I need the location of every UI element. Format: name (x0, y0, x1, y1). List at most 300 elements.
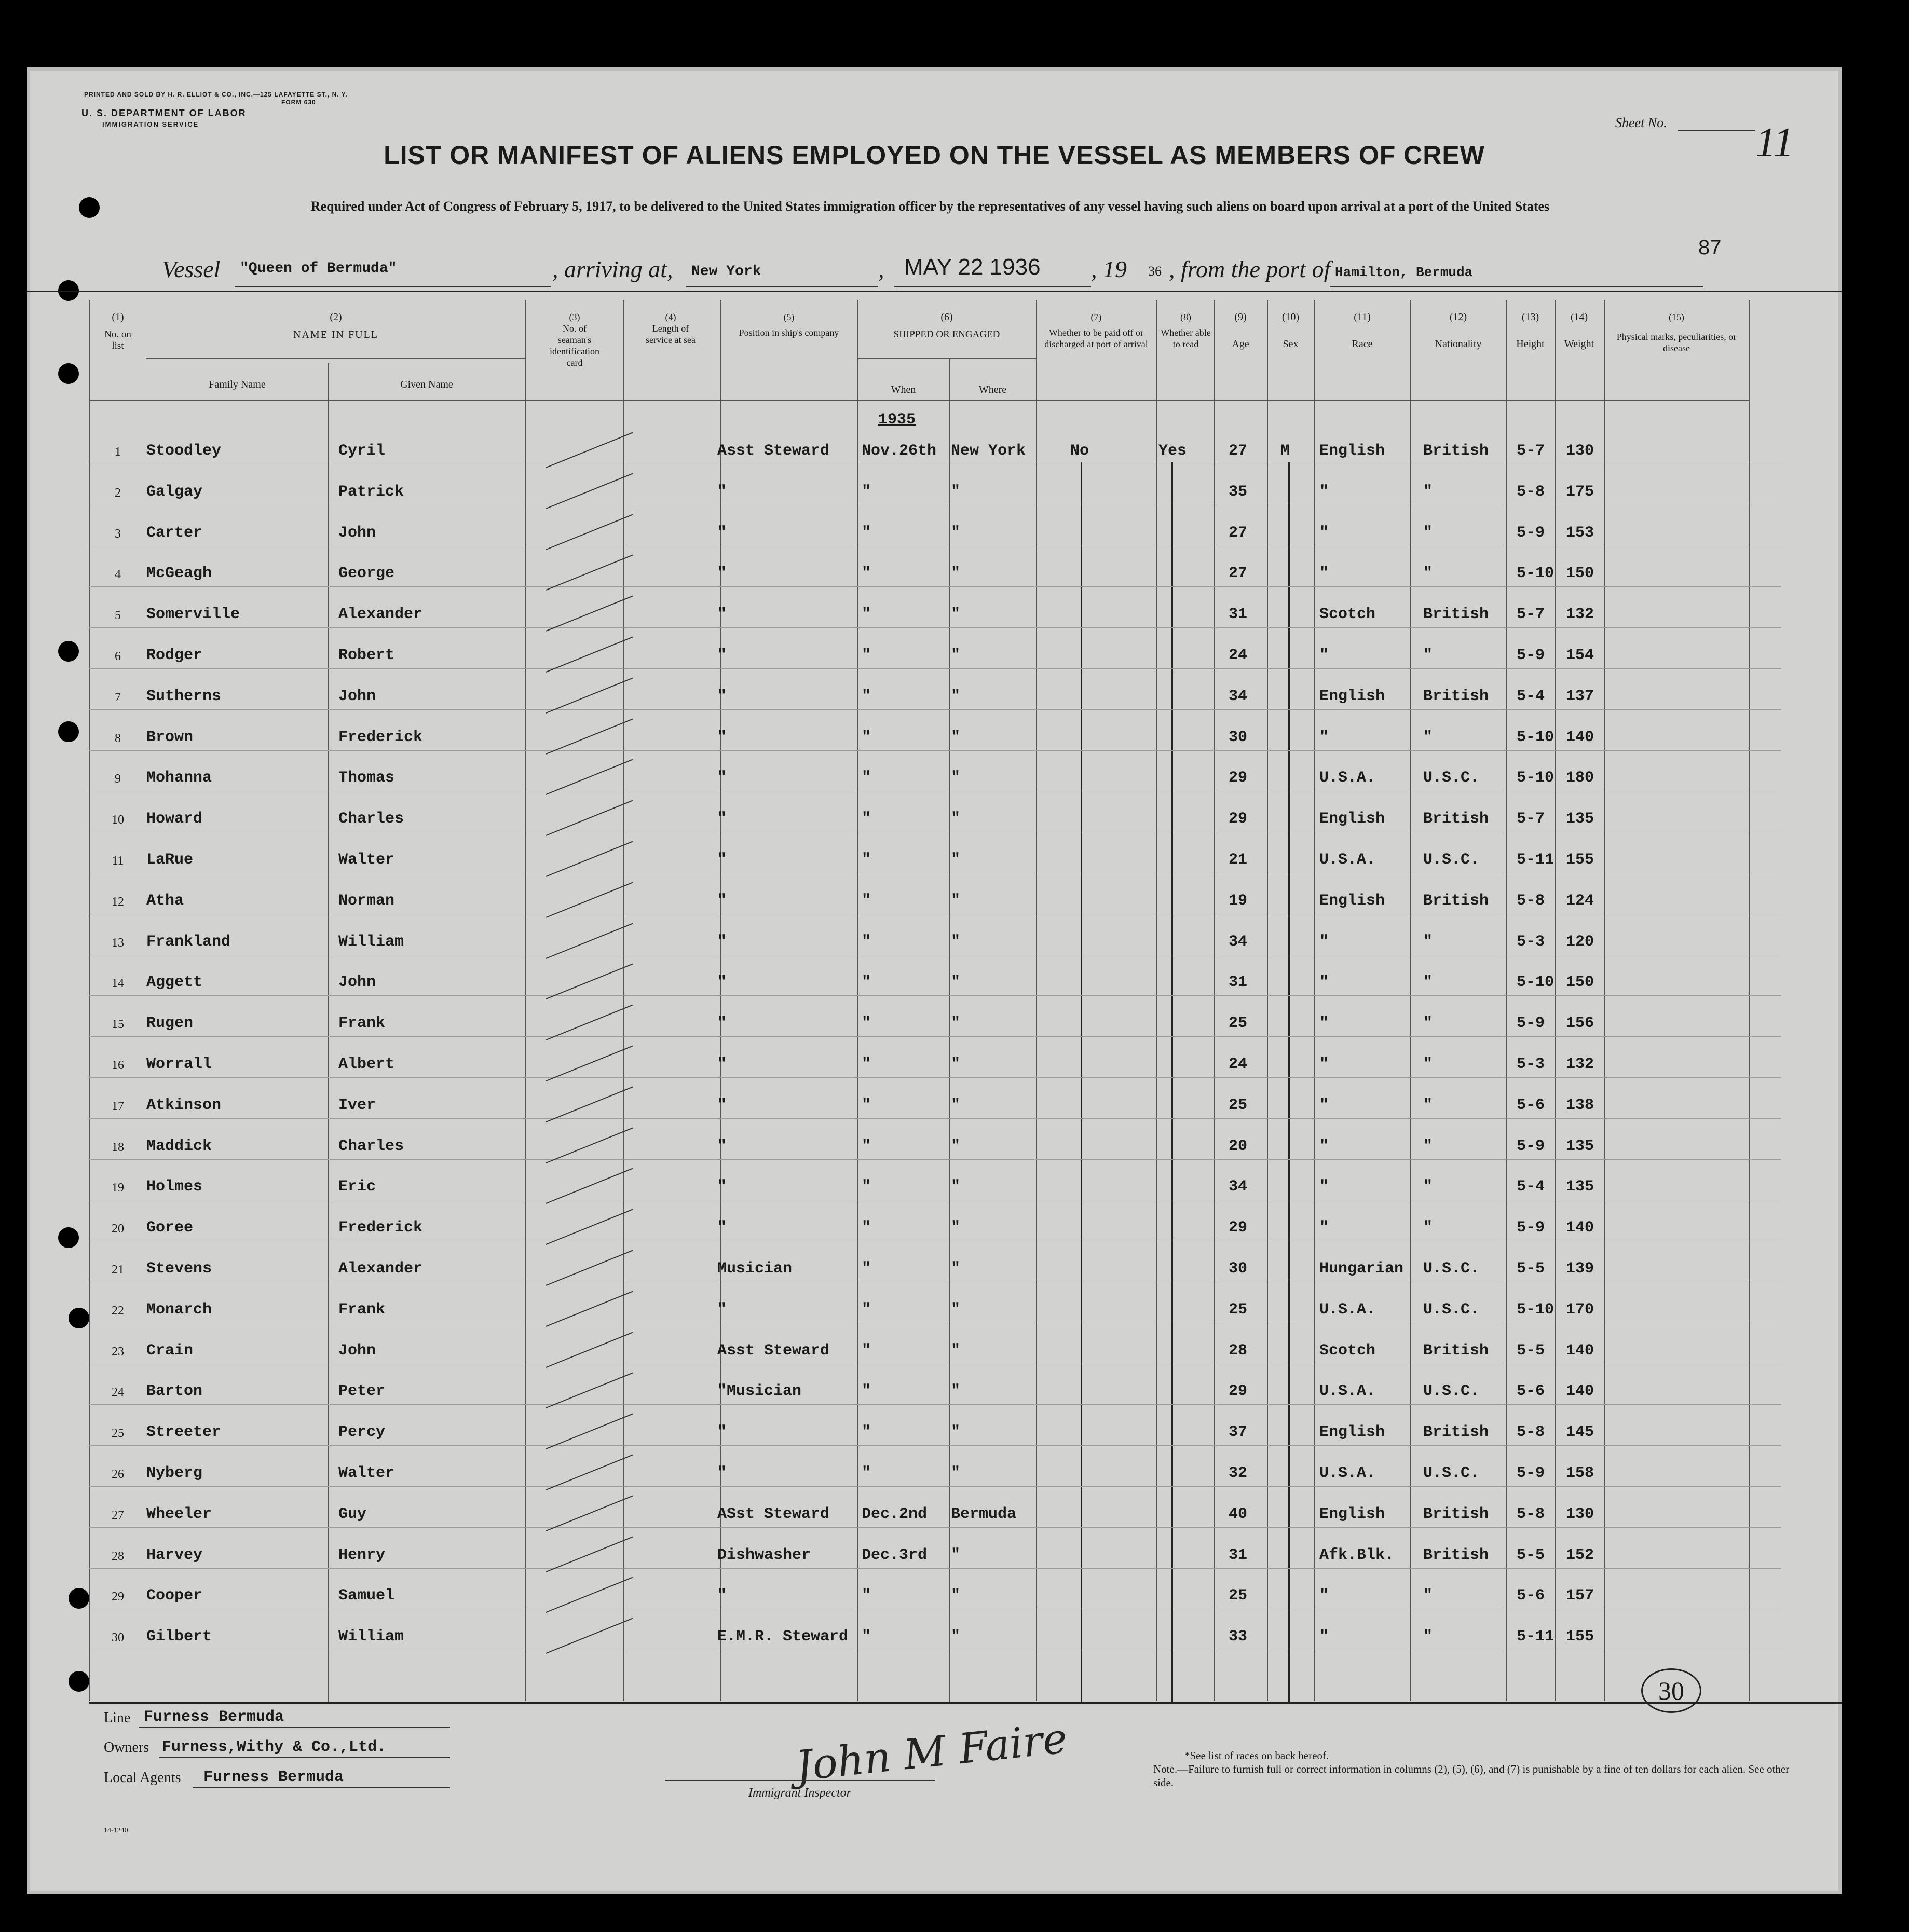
age-cell: 31 (1229, 974, 1248, 992)
shipped-when-cell: " (862, 1300, 871, 1319)
height-cell: 5-9 (1517, 524, 1545, 542)
row-rule (89, 1077, 1781, 1078)
given-name-cell: Cyril (338, 442, 386, 460)
col4-header: (4) Length of service at sea (646, 312, 696, 345)
age-cell: 33 (1229, 1628, 1248, 1646)
family-name-header: Family Name (209, 379, 266, 390)
arriving-underline (686, 286, 878, 287)
nationality-cell: " (1423, 1015, 1433, 1033)
shipped-where-cell: " (951, 1464, 961, 1482)
height-cell: 5-9 (1517, 1219, 1545, 1237)
given-name-cell: Frederick (338, 1219, 423, 1237)
id-card-check-mark (546, 800, 633, 836)
nationality-cell: " (1423, 565, 1433, 583)
family-name-cell: Barton (146, 1382, 203, 1401)
family-name-cell: McGeagh (146, 565, 212, 583)
shipped-where-cell: " (951, 1015, 961, 1033)
age-cell: 40 (1229, 1505, 1248, 1523)
position-cell: " (717, 687, 727, 705)
weight-cell: 140 (1566, 1219, 1594, 1237)
weight-cell: 132 (1566, 1056, 1594, 1073)
sheet-number-underline (1678, 130, 1755, 131)
family-name-cell: Monarch (146, 1300, 212, 1319)
shipped-when-cell: Dec.2nd (862, 1505, 928, 1523)
col10-header: (10) Sex (1281, 311, 1300, 350)
nationality-cell: British (1423, 1341, 1489, 1360)
id-card-check-mark (546, 1127, 633, 1163)
given-name-cell: Robert (338, 647, 395, 664)
nationality-cell: " (1423, 483, 1433, 501)
family-name-cell: Brown (146, 728, 194, 746)
shipped-where-cell: " (951, 565, 961, 583)
shipped-when-cell: " (862, 1015, 871, 1033)
col6-sub-rule (857, 358, 1036, 359)
id-card-check-mark (546, 1536, 633, 1572)
col15-header: (15) Physical marks, peculiarities, or disease (1616, 312, 1737, 353)
penalty-note: Note.—Failure to furnish full or correct information in columns (2), (5), (6), and (7) is punishable by a fine of ten dollars for each alien. See other side. (1153, 1763, 1790, 1789)
printer-imprint (84, 91, 348, 106)
position-cell: Asst Steward (717, 1341, 830, 1360)
position-cell: " (717, 728, 727, 746)
shipped-where-cell: Bermuda (951, 1505, 1017, 1523)
given-name-cell: William (338, 933, 404, 951)
age-cell: 37 (1229, 1423, 1248, 1442)
weight-cell: 135 (1566, 1137, 1594, 1155)
col8-header: (8) Whether able to read (1161, 312, 1211, 349)
col1-header: (1) No. on list (104, 311, 131, 351)
nationality-cell: " (1423, 1219, 1433, 1237)
nationality-cell: " (1423, 1587, 1433, 1605)
races-note: *See list of races on back hereof. (1184, 1749, 1329, 1762)
row-number: 11 (112, 854, 124, 868)
nationality-cell: U.S.C. (1423, 1382, 1480, 1401)
weight-cell: 175 (1566, 483, 1594, 501)
id-card-check-mark (546, 759, 633, 795)
height-cell: 5-11 (1517, 1628, 1555, 1646)
weight-cell: 157 (1566, 1587, 1594, 1605)
weight-cell: 140 (1566, 1382, 1594, 1401)
shipped-when-cell: " (862, 606, 871, 624)
column-rule (1749, 300, 1750, 1701)
column-rule (1156, 300, 1157, 1701)
race-cell: U.S.A. (1319, 1300, 1376, 1319)
weight-cell: 137 (1566, 687, 1594, 705)
given-name-cell: Iver (338, 1096, 376, 1114)
page-subtitle: Required under Act of Congress of February 5, 1917, to be delivered to the United States immigration officer by the representatives of any vessel having such aliens on board upon arrival at a port of the United States (310, 199, 1550, 214)
race-cell: Afk.Blk. (1319, 1546, 1395, 1564)
race-cell: " (1319, 1628, 1329, 1646)
punch-hole (58, 721, 79, 742)
height-cell: 5-4 (1517, 1178, 1545, 1196)
age-cell: 34 (1229, 933, 1248, 951)
shipped-where-cell: " (951, 606, 961, 624)
row-rule (89, 586, 1781, 587)
race-cell: " (1319, 565, 1329, 583)
race-cell: English (1319, 442, 1385, 460)
col2-sub-rule (146, 358, 525, 359)
shipped-when-cell: Nov.26th (862, 442, 937, 460)
weight-cell: 140 (1566, 728, 1594, 746)
nationality-cell: British (1423, 1423, 1489, 1442)
given-name-cell: Albert (338, 1056, 395, 1073)
id-card-check-mark (546, 1209, 633, 1245)
column-rule (1555, 300, 1556, 1701)
height-cell: 5-10 (1517, 974, 1555, 992)
shipped-when-cell: " (862, 1382, 871, 1401)
height-cell: 5-5 (1517, 1341, 1545, 1360)
given-name-cell: Walter (338, 851, 395, 869)
family-name-cell: Worrall (146, 1056, 212, 1073)
nationality-cell: " (1423, 974, 1433, 992)
id-card-check-mark (546, 718, 633, 754)
inspector-signature: John M Faire (793, 1714, 1070, 1791)
age-cell: 19 (1229, 892, 1248, 910)
race-cell: Scotch (1319, 1341, 1376, 1360)
row-number: 30 (112, 1631, 124, 1645)
column-rule (1410, 300, 1411, 1701)
shipped-when-cell: " (862, 1219, 871, 1237)
position-cell: Dishwasher (717, 1546, 811, 1564)
shipped-when-cell: " (862, 1628, 871, 1646)
shipped-when-cell: " (862, 565, 871, 583)
shipped-where-cell: New York (951, 442, 1026, 460)
row-number: 1 (115, 445, 121, 459)
nationality-cell: " (1423, 728, 1433, 746)
shipped-when-cell: " (862, 1423, 871, 1442)
nationality-cell: " (1423, 933, 1433, 951)
shipped-when-cell: " (862, 687, 871, 705)
weight-cell: 130 (1566, 1505, 1594, 1523)
id-card-check-mark (546, 514, 633, 550)
race-cell: English (1319, 1423, 1385, 1442)
shipped-where-cell: " (951, 524, 961, 542)
height-cell: 5-6 (1517, 1382, 1545, 1401)
id-card-check-mark (546, 1291, 633, 1326)
family-name-cell: Rodger (146, 647, 203, 664)
row-number: 6 (115, 650, 121, 663)
shipped-where-cell: " (951, 1587, 961, 1605)
nationality-cell: U.S.C. (1423, 1464, 1480, 1482)
shipped-where-cell: " (951, 974, 961, 992)
column-rule (1036, 300, 1037, 1701)
col9-header: (9) Age (1232, 311, 1249, 350)
position-cell: " (717, 565, 727, 583)
race-cell: " (1319, 933, 1329, 951)
shipped-when-cell: " (862, 1341, 871, 1360)
height-cell: 5-8 (1517, 483, 1545, 501)
row-rule (89, 627, 1781, 628)
height-cell: 5-6 (1517, 1096, 1545, 1114)
col14-header: (14) Weight (1564, 311, 1594, 350)
id-card-check-mark (546, 1373, 633, 1408)
given-name-cell: William (338, 1628, 404, 1646)
family-name-cell: Rugen (146, 1015, 194, 1033)
shipped-when-cell: " (862, 1178, 871, 1196)
height-cell: 5-10 (1517, 728, 1555, 746)
shipped-where-cell: " (951, 892, 961, 910)
given-name-cell: Peter (338, 1382, 386, 1401)
row-number: 28 (112, 1549, 124, 1563)
given-name-cell: Percy (338, 1423, 386, 1442)
race-cell: U.S.A. (1319, 851, 1376, 869)
row-number: 4 (115, 568, 121, 582)
position-cell: " (717, 1137, 727, 1155)
id-card-check-mark (546, 923, 633, 958)
family-name-cell: Streeter (146, 1423, 222, 1442)
weight-cell: 138 (1566, 1096, 1594, 1114)
from-port-value: Hamilton, Bermuda (1335, 265, 1473, 280)
given-name-cell: John (338, 974, 376, 992)
position-cell: Musician (717, 1260, 793, 1278)
shipped-when-cell: " (862, 1260, 871, 1278)
column-rule (720, 300, 721, 1701)
column-rule (1604, 300, 1605, 1701)
age-cell: 32 (1229, 1464, 1248, 1482)
circled-total: 30 (1641, 1668, 1701, 1713)
id-card-check-mark (546, 1618, 633, 1654)
age-cell: 24 (1229, 647, 1248, 664)
nationality-cell: " (1423, 647, 1433, 664)
weight-cell: 140 (1566, 1341, 1594, 1360)
col6-header: (6) SHIPPED OR ENGAGED (893, 311, 1000, 340)
shipped-where-cell: " (951, 483, 961, 501)
race-cell: " (1319, 524, 1329, 542)
given-name-cell: Charles (338, 1137, 404, 1155)
agents-label: Local Agents (104, 1770, 181, 1786)
race-cell: English (1319, 1505, 1385, 1523)
nationality-cell: " (1423, 1178, 1433, 1196)
row-rule (89, 1118, 1781, 1119)
position-cell: " (717, 1300, 727, 1319)
race-cell: " (1319, 647, 1329, 664)
id-card-check-mark (546, 882, 633, 917)
able-to-read-cell: Yes (1158, 442, 1187, 460)
given-name-cell: Frederick (338, 728, 423, 746)
id-card-check-mark (546, 1495, 633, 1531)
row-rule (89, 1445, 1781, 1446)
shipped-where-cell: " (951, 1382, 961, 1401)
age-cell: 29 (1229, 810, 1248, 828)
owners-label: Owners (104, 1739, 149, 1756)
height-cell: 5-3 (1517, 1056, 1545, 1073)
given-name-cell: Norman (338, 892, 395, 910)
age-cell: 31 (1229, 606, 1248, 624)
family-name-cell: Mohanna (146, 769, 212, 787)
position-cell: ASst Steward (717, 1505, 830, 1523)
age-cell: 29 (1229, 1382, 1248, 1401)
row-number: 25 (112, 1427, 124, 1441)
height-cell: 5-9 (1517, 1137, 1545, 1155)
punch-hole (69, 1308, 89, 1328)
id-card-check-mark (546, 677, 633, 713)
race-cell: " (1319, 1056, 1329, 1073)
race-cell: " (1319, 728, 1329, 746)
weight-cell: 132 (1566, 606, 1594, 624)
row-rule (89, 709, 1781, 710)
nationality-cell: British (1423, 442, 1489, 460)
row-number: 17 (112, 1099, 124, 1113)
position-cell: " (717, 1096, 727, 1114)
age-cell: 29 (1229, 1219, 1248, 1237)
shipped-where-cell: " (951, 769, 961, 787)
shipped-where-cell: " (951, 687, 961, 705)
nationality-cell: " (1423, 1056, 1433, 1073)
race-cell: U.S.A. (1319, 1382, 1376, 1401)
age-cell: 35 (1229, 483, 1248, 501)
given-name-cell: Charles (338, 810, 404, 828)
id-card-check-mark (546, 1455, 633, 1490)
service-name: IMMIGRATION SERVICE (102, 120, 199, 128)
weight-cell: 154 (1566, 647, 1594, 664)
shipped-where-cell: " (951, 1096, 961, 1114)
race-cell: English (1319, 892, 1385, 910)
weight-cell: 150 (1566, 974, 1594, 992)
height-cell: 5-7 (1517, 810, 1545, 828)
column-rule (949, 358, 950, 1702)
weight-cell: 156 (1566, 1015, 1594, 1033)
age-cell: 27 (1229, 442, 1248, 460)
id-card-check-mark (546, 1250, 633, 1286)
position-cell: Asst Steward (717, 442, 830, 460)
age-cell: 30 (1229, 1260, 1248, 1278)
year-engaged: 1935 (878, 411, 916, 429)
nationality-cell: " (1423, 524, 1433, 542)
family-name-cell: Sutherns (146, 687, 222, 705)
weight-cell: 150 (1566, 565, 1594, 583)
age-cell: 25 (1229, 1096, 1248, 1114)
family-name-cell: Maddick (146, 1137, 212, 1155)
shipped-where-cell: " (951, 851, 961, 869)
position-cell: " (717, 1178, 727, 1196)
id-card-check-mark (546, 964, 633, 999)
col3-header: (3) No. of seaman's identification card (550, 312, 599, 368)
position-cell: " (717, 1015, 727, 1033)
id-card-check-mark (546, 1005, 633, 1040)
family-name-cell: Howard (146, 810, 203, 828)
shipped-when-cell: " (862, 1096, 871, 1114)
year-suffix: 36 (1148, 264, 1162, 279)
row-number: 23 (112, 1345, 124, 1359)
vessel-label: Vessel (162, 256, 221, 282)
position-cell: E.M.R. Steward (717, 1628, 849, 1646)
given-name-cell: Frank (338, 1300, 386, 1319)
weight-cell: 130 (1566, 442, 1594, 460)
shipped-where-cell: " (951, 728, 961, 746)
nationality-cell: " (1423, 1096, 1433, 1114)
imprint-form-number: FORM 630 (281, 99, 316, 106)
race-cell: U.S.A. (1319, 1464, 1376, 1482)
height-cell: 5-10 (1517, 769, 1555, 787)
id-card-check-mark (546, 473, 633, 509)
family-name-cell: Atha (146, 892, 184, 910)
nationality-cell: U.S.C. (1423, 1260, 1480, 1278)
date-underline (894, 286, 1091, 287)
given-name-cell: Thomas (338, 769, 395, 787)
shipped-when-cell: " (862, 851, 871, 869)
read-ditto-line (1171, 462, 1173, 1702)
family-name-cell: Crain (146, 1341, 194, 1360)
race-cell: " (1319, 1587, 1329, 1605)
row-number: 20 (112, 1222, 124, 1236)
race-cell: Hungarian (1319, 1260, 1404, 1278)
owners-value: Furness,Withy & Co.,Ltd. (162, 1738, 387, 1756)
nationality-cell: " (1423, 1628, 1433, 1646)
family-name-cell: Harvey (146, 1546, 203, 1564)
position-cell: " (717, 1464, 727, 1482)
position-cell: " (717, 1056, 727, 1073)
row-number: 18 (112, 1140, 124, 1154)
id-card-check-mark (546, 1414, 633, 1449)
race-cell: English (1319, 687, 1385, 705)
race-cell: " (1319, 483, 1329, 501)
id-card-check-mark (546, 555, 633, 591)
nationality-cell: British (1423, 892, 1489, 910)
family-name-cell: Aggett (146, 974, 203, 992)
race-cell: " (1319, 1096, 1329, 1114)
family-name-cell: Nyberg (146, 1464, 203, 1482)
given-name-cell: John (338, 687, 376, 705)
row-number: 3 (115, 527, 121, 541)
arriving-label: , arriving at, (552, 256, 673, 282)
signature-underline (665, 1780, 935, 1781)
weight-cell: 135 (1566, 1178, 1594, 1196)
department-heading (81, 108, 247, 130)
nationality-cell: British (1423, 1546, 1489, 1564)
column-rule (1214, 300, 1215, 1701)
family-name-cell: Goree (146, 1219, 194, 1237)
height-cell: 5-9 (1517, 647, 1545, 664)
weight-cell: 155 (1566, 851, 1594, 869)
age-cell: 20 (1229, 1137, 1248, 1155)
col2-header: (2) NAME IN FULL (293, 311, 378, 340)
position-cell: " (717, 1423, 727, 1442)
family-name-cell: Cooper (146, 1587, 203, 1605)
column-rule (1267, 300, 1268, 1701)
weight-cell: 170 (1566, 1300, 1594, 1319)
given-name-cell: Alexander (338, 1260, 423, 1278)
nationality-cell: U.S.C. (1423, 769, 1480, 787)
weight-cell: 180 (1566, 769, 1594, 787)
vessel-underline (235, 286, 551, 287)
age-cell: 31 (1229, 1546, 1248, 1564)
sex-cell: M (1280, 442, 1290, 460)
given-name-cell: John (338, 524, 376, 542)
race-cell: Scotch (1319, 606, 1376, 624)
punch-hole (69, 1671, 89, 1692)
row-rule (89, 668, 1781, 669)
weight-cell: 124 (1566, 892, 1594, 910)
age-cell: 27 (1229, 565, 1248, 583)
year-prefix: , 19 (1091, 256, 1127, 282)
id-card-check-mark (546, 637, 633, 673)
shipped-where-cell: " (951, 1260, 961, 1278)
column-rule (857, 300, 858, 1701)
height-cell: 5-7 (1517, 442, 1545, 460)
height-cell: 5-5 (1517, 1260, 1545, 1278)
family-name-cell: Holmes (146, 1178, 203, 1196)
age-cell: 30 (1229, 728, 1248, 746)
weight-cell: 139 (1566, 1260, 1594, 1278)
shipped-when-cell: " (862, 1056, 871, 1073)
height-cell: 5-6 (1517, 1587, 1545, 1605)
stamped-number: 87 (1698, 236, 1722, 259)
sheet-number-value: 11 (1755, 120, 1794, 166)
family-name-cell: Galgay (146, 483, 203, 501)
row-number: 2 (115, 486, 121, 500)
column-rule (525, 300, 526, 1701)
position-cell: " (717, 524, 727, 542)
given-name-cell: Samuel (338, 1587, 395, 1605)
